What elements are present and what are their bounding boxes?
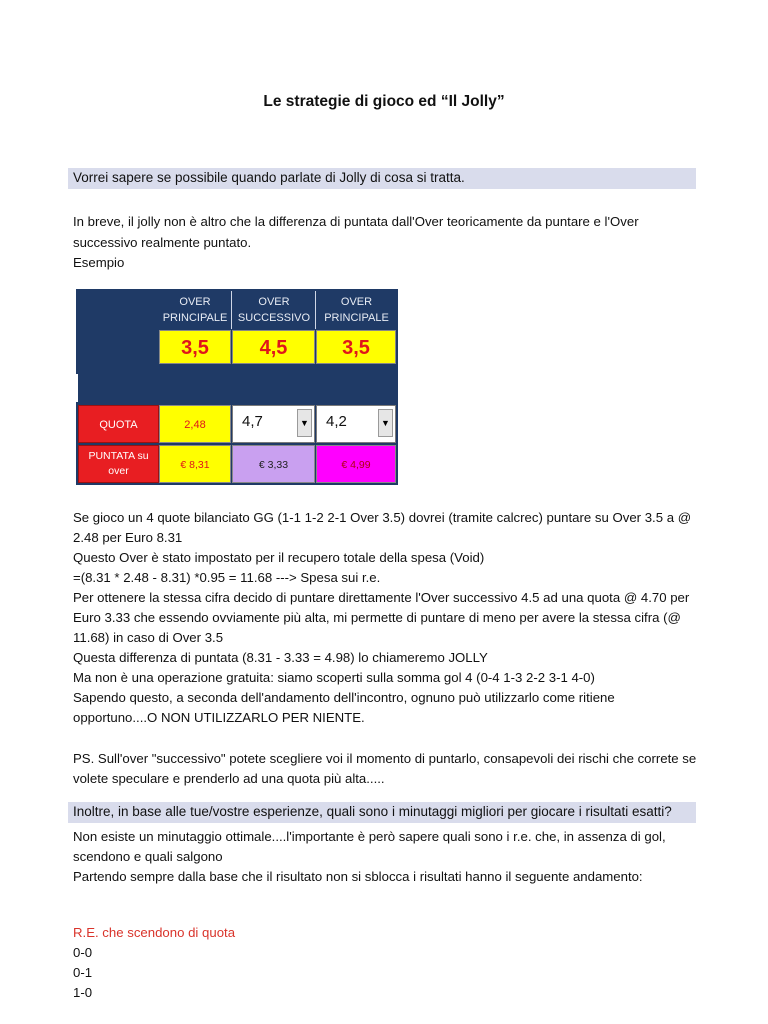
header-over-principale-1 <box>159 291 231 329</box>
quota-select-1[interactable] <box>232 405 315 443</box>
header-divider <box>231 291 232 329</box>
triangle-down-icon[interactable]: ▼ <box>378 409 393 437</box>
header-line: PRINCIPALE <box>162 312 228 324</box>
intro-line-3: Esempio <box>73 255 125 270</box>
body-line: =(8.31 * 2.48 - 8.31) *0.95 = 11.68 ---> Spesa sui r.e. <box>73 570 381 585</box>
ps-line: PS. Sull'over "successivo" potete scegliere voi il momento di puntarlo, consapevoli dei rischi che correte se <box>73 751 697 766</box>
triangle-down-icon[interactable]: ▼ <box>297 409 312 437</box>
body-line: Questo Over è stato impostato per il recupero totale della spesa (Void) <box>73 550 485 565</box>
puntata-value-3: € 4,99 <box>316 445 396 483</box>
header-line: SUCCESSIVO <box>237 312 311 324</box>
question-highlight-2 <box>68 802 696 823</box>
over-value-1: 3,5 <box>159 330 231 364</box>
body-line: 11.68) in caso di Over 3.5 <box>73 630 224 645</box>
body-line: Questa differenza di puntata (8.31 - 3.33 = 4.98) lo chiameremo JOLLY <box>73 650 488 665</box>
edge-mark <box>76 374 78 402</box>
header-over-successivo <box>233 291 315 329</box>
body-line: Per ottenere la stessa cifra decido di puntare direttamente l'Over successivo 4.5 ad una quota @ 4.70 per <box>73 590 690 605</box>
body-line: Se gioco un 4 quote bilanciato GG (1-1 1-2 2-1 Over 3.5) dovrei (tramite calcrec) puntare su Over 3.5 a @ <box>73 510 692 525</box>
puntata-value-1: € 8,31 <box>159 445 231 483</box>
ps-line: volete speculare e prenderlo ad una quota più alta..... <box>73 771 385 786</box>
header-line: OVER <box>258 296 290 308</box>
body-line: Ma non è una operazione gratuita: siamo scoperti sulla somma gol 4 (0-4 1-3 2-2 3-1 4-0) <box>73 670 595 685</box>
header-line: OVER <box>340 296 373 308</box>
re-heading: R.E. che scendono di quota <box>73 925 236 940</box>
re-item: 1-0 <box>73 985 93 1000</box>
re-item: 0-0 <box>73 945 93 960</box>
header-line: PRINCIPALE <box>324 312 389 324</box>
header-over-principale-2 <box>317 291 396 329</box>
quota-label: QUOTA <box>78 405 159 443</box>
over-value-3: 3,5 <box>316 330 396 364</box>
question-text-1: Vorrei sapere se possibile quando parlate di Jolly di cosa si tratta. <box>73 170 465 185</box>
answer-line: Non esiste un minutaggio ottimale....l'importante è però sapere quali sono i r.e. che, in assenza di gol, <box>73 829 666 844</box>
over-value-2: 4,5 <box>232 330 315 364</box>
page-title: Le strategie di gioco ed “Il Jolly” <box>263 93 505 110</box>
body-line: opportuno....O NON UTILIZZARLO PER NIENTE. <box>73 710 365 725</box>
puntata-value-2: € 3,33 <box>232 445 315 483</box>
quota-select-value: 4,7 <box>242 413 263 430</box>
body-line: 2.48 per Euro 8.31 <box>73 530 183 545</box>
answer-line: Partendo sempre dalla base che il risultato non si sblocca i risultati hanno il seguente andamento: <box>73 869 643 884</box>
header-divider <box>315 291 316 329</box>
header-line: OVER <box>179 296 211 308</box>
puntata-label <box>78 445 159 483</box>
question-text-2: Inoltre, in base alle tue/vostre esperienze, quali sono i minutaggi migliori per giocare i risultati esatti? <box>73 804 672 819</box>
intro-line-2: successivo realmente puntato. <box>73 235 252 250</box>
quota-select-2[interactable] <box>316 405 396 443</box>
body-line: Euro 3.33 che essendo ovviamente più alta, mi permette di puntare di meno per avere la stessa cifra (@ <box>73 610 681 625</box>
body-line: Sapendo questo, a seconda dell'andamento dell'incontro, ognuno può utilizzarlo come ritiene <box>73 690 615 705</box>
intro-line-1: In breve, il jolly non è altro che la differenza di puntata dall'Over teoricamente da puntare e l'Over <box>73 214 639 229</box>
answer-line: scendono e quali salgono <box>73 849 223 864</box>
quota-value-1: 2,48 <box>159 405 231 443</box>
example-table <box>76 289 398 485</box>
re-item: 0-1 <box>73 965 93 980</box>
quota-select-value: 4,2 <box>326 413 347 430</box>
puntata-label-line: over <box>108 465 129 477</box>
puntata-label-line: PUNTATA su <box>88 450 149 462</box>
question-highlight-1 <box>68 168 696 189</box>
